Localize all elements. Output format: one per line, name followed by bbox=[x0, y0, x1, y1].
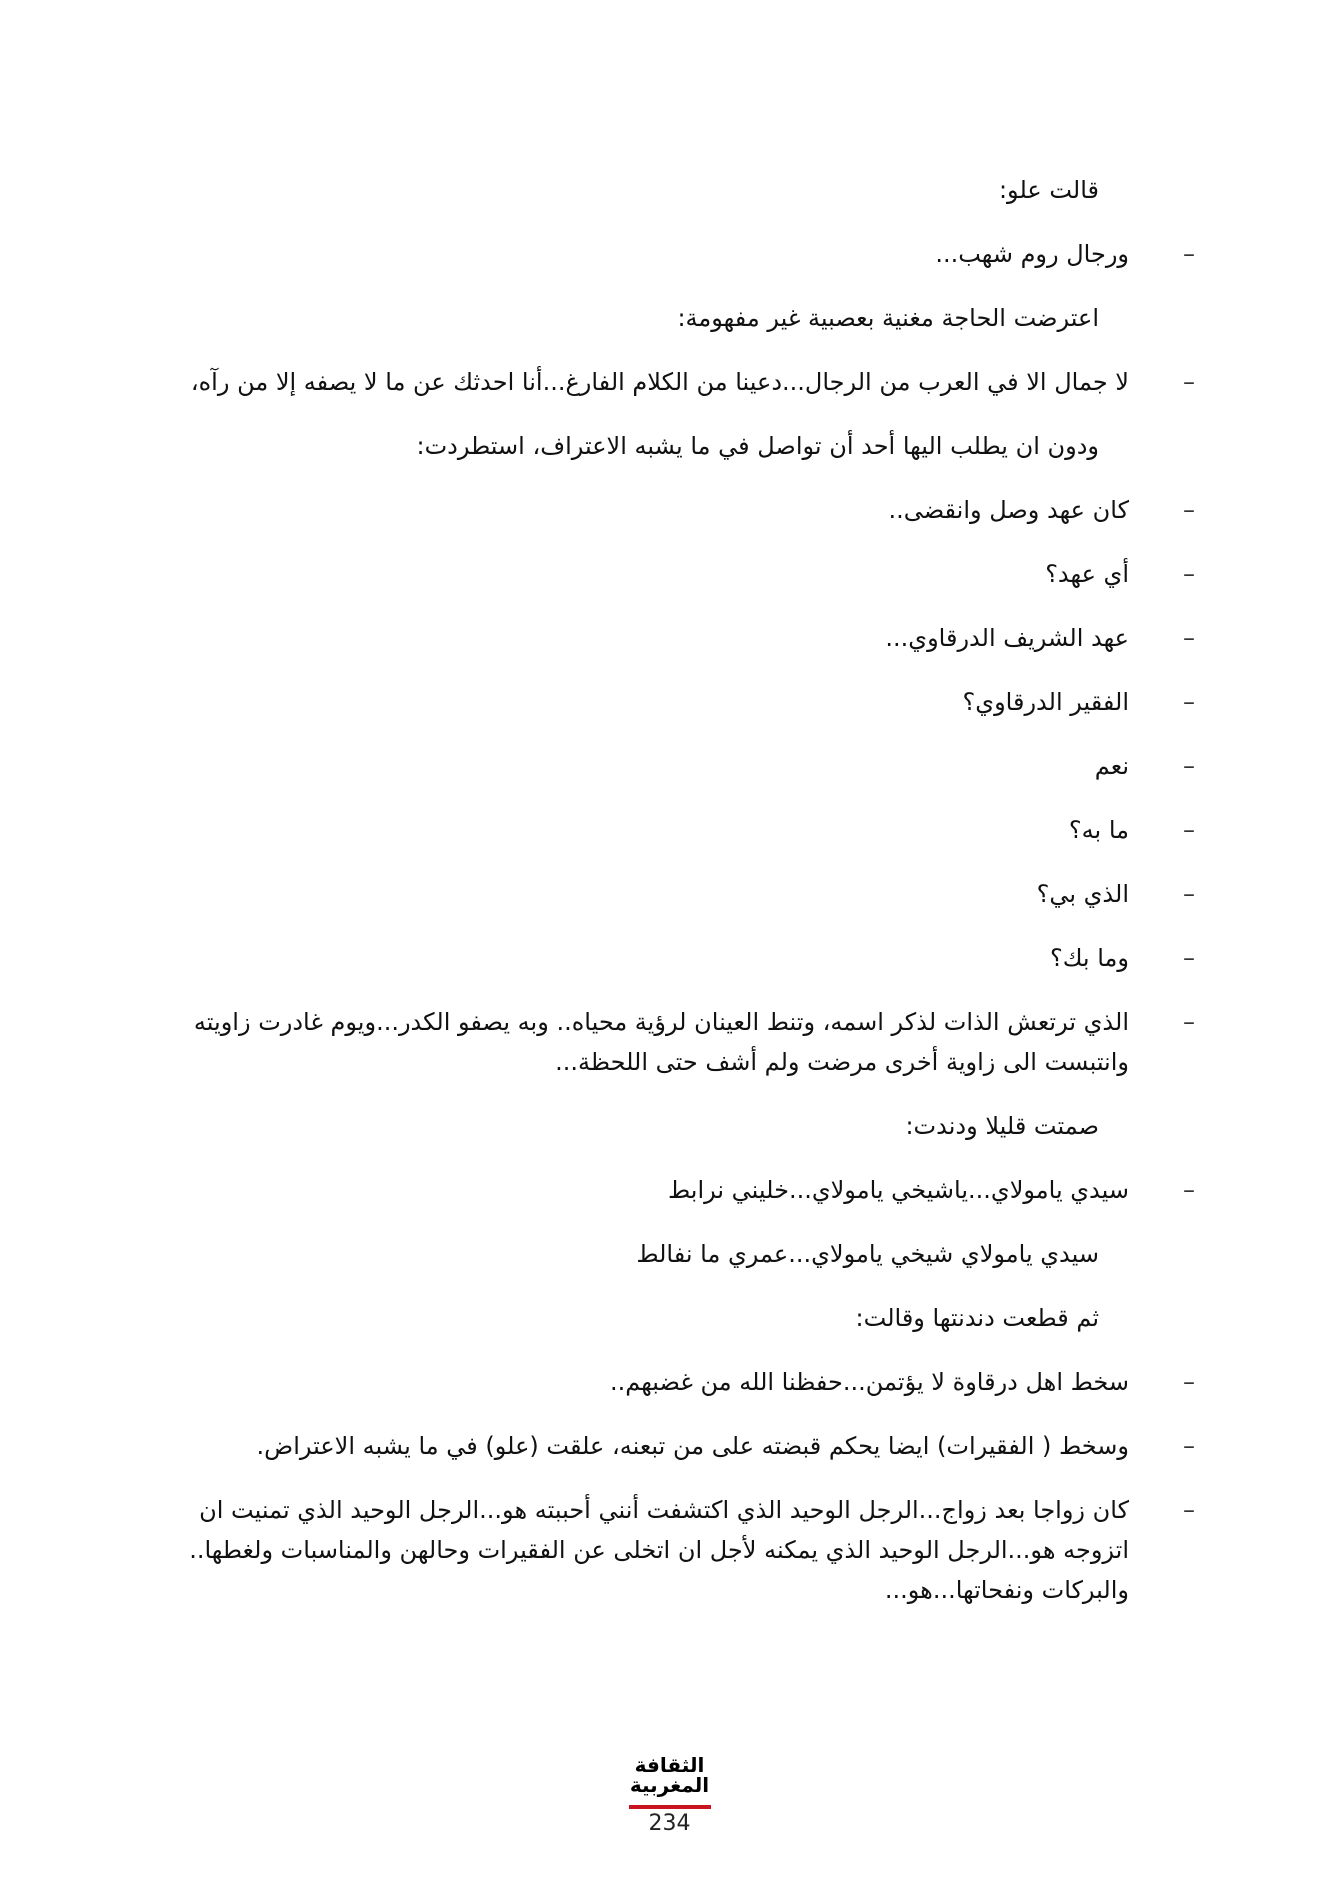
logo-line-1: الثقافة bbox=[634, 1753, 705, 1777]
dialogue-line bbox=[170, 746, 1195, 786]
paragraph-text: عهد الشريف الدرقاوي... bbox=[885, 624, 1129, 652]
body-text bbox=[170, 170, 1195, 1634]
dialogue-line bbox=[170, 618, 1195, 658]
paragraph-text: ما به؟ bbox=[1068, 816, 1129, 844]
paragraph-text: ثم قطعت دندنتها وقالت: bbox=[855, 1304, 1099, 1332]
paragraph-text: الذي بي؟ bbox=[1036, 880, 1129, 908]
dialogue-line bbox=[170, 1426, 1195, 1466]
dialogue-line bbox=[170, 1490, 1195, 1610]
dialogue-dash: – bbox=[1183, 688, 1195, 716]
dialogue-line bbox=[170, 682, 1195, 722]
dialogue-line bbox=[170, 1170, 1195, 1210]
dialogue-line bbox=[170, 1362, 1195, 1402]
paragraph-text: الفقير الدرقاوي؟ bbox=[962, 688, 1129, 716]
publisher-logo bbox=[629, 1755, 711, 1803]
dialogue-line bbox=[170, 234, 1195, 274]
logo-red-bar bbox=[629, 1805, 711, 1809]
dialogue-dash: – bbox=[1183, 816, 1195, 844]
dialogue-line bbox=[170, 810, 1195, 850]
paragraph-text: ورجال روم شهب... bbox=[935, 240, 1129, 268]
dialogue-dash: – bbox=[1183, 1432, 1195, 1460]
dialogue-dash: – bbox=[1183, 1368, 1195, 1396]
dialogue-dash: – bbox=[1183, 880, 1195, 908]
dialogue-line bbox=[170, 490, 1195, 530]
paragraph-text: كان زواجا بعد زواج...الرجل الوحيد الذي اكتشفت أنني أحببته هو...الرجل الوحيد الذي تمنيت ان اتزوجه هو...الرجل الوحيد الذي يمكنه لأجل ان اتخلى عن الفقيرات وحالهن والمناسبات ولغطها.. والبركات ونفحاتها...هو... bbox=[189, 1496, 1129, 1604]
dialogue-line bbox=[170, 362, 1195, 402]
paragraph-text: لا جمال الا في العرب من الرجال...دعينا من الكلام الفارغ...أنا احدثك عن ما لا يصفه إلا من رآه، bbox=[190, 368, 1129, 396]
paragraph-text: ودون ان يطلب اليها أحد أن تواصل في ما يشبه الاعتراف، استطردت: bbox=[416, 432, 1099, 460]
paragraph-text: أي عهد؟ bbox=[1045, 560, 1129, 588]
narration-line bbox=[170, 298, 1129, 338]
dialogue-dash: – bbox=[1183, 1176, 1195, 1204]
paragraph-text: سيدي يامولاي...ياشيخي يامولاي...خليني نرابط bbox=[668, 1176, 1129, 1204]
dialogue-dash: – bbox=[1183, 752, 1195, 780]
narration-line bbox=[170, 1106, 1129, 1146]
dialogue-line bbox=[170, 874, 1195, 914]
dialogue-line bbox=[170, 1002, 1195, 1082]
dialogue-dash: – bbox=[1183, 624, 1195, 652]
paragraph-text: صمتت قليلا ودندت: bbox=[905, 1112, 1099, 1140]
narration-line bbox=[170, 170, 1129, 210]
paragraph-text: وما بك؟ bbox=[1049, 944, 1129, 972]
dialogue-dash: – bbox=[1183, 1496, 1195, 1524]
paragraph-text: قالت علو: bbox=[998, 176, 1099, 204]
logo-line-2: المغربية bbox=[629, 1773, 710, 1797]
narration-line bbox=[170, 1234, 1129, 1274]
paragraph-text: الذي ترتعش الذات لذكر اسمه، وتنط العينان لرؤية محياه.. وبه يصفو الكدر...ويوم غادرت زاويته وانتبست الى زاوية أخرى مرضت ولم أشف حتى اللحظة... bbox=[193, 1008, 1129, 1076]
dialogue-dash: – bbox=[1183, 944, 1195, 972]
dialogue-line bbox=[170, 938, 1195, 978]
narration-line bbox=[170, 426, 1129, 466]
paragraph-text: سخط اهل درقاوة لا يؤتمن...حفظنا الله من غضبهم.. bbox=[609, 1368, 1129, 1396]
page-footer bbox=[0, 1755, 1339, 1836]
paragraph-text: اعترضت الحاجة مغنية بعصبية غير مفهومة: bbox=[677, 304, 1099, 332]
paragraph-text: نعم bbox=[1094, 752, 1129, 780]
paragraph-text: وسخط ( الفقيرات) ايضا يحكم قبضته على من تبعنه، علقت (علو) في ما يشبه الاعتراض. bbox=[256, 1432, 1129, 1460]
paragraph-text: سيدي يامولاي شيخي يامولاي...عمري ما نفالط bbox=[636, 1240, 1099, 1268]
dialogue-line bbox=[170, 554, 1195, 594]
page-number: 234 bbox=[648, 1811, 691, 1836]
dialogue-dash: – bbox=[1183, 368, 1195, 396]
dialogue-dash: – bbox=[1183, 240, 1195, 268]
dialogue-dash: – bbox=[1183, 1008, 1195, 1036]
dialogue-dash: – bbox=[1183, 496, 1195, 524]
dialogue-dash: – bbox=[1183, 560, 1195, 588]
narration-line bbox=[170, 1298, 1129, 1338]
paragraph-text: كان عهد وصل وانقضى.. bbox=[888, 496, 1129, 524]
